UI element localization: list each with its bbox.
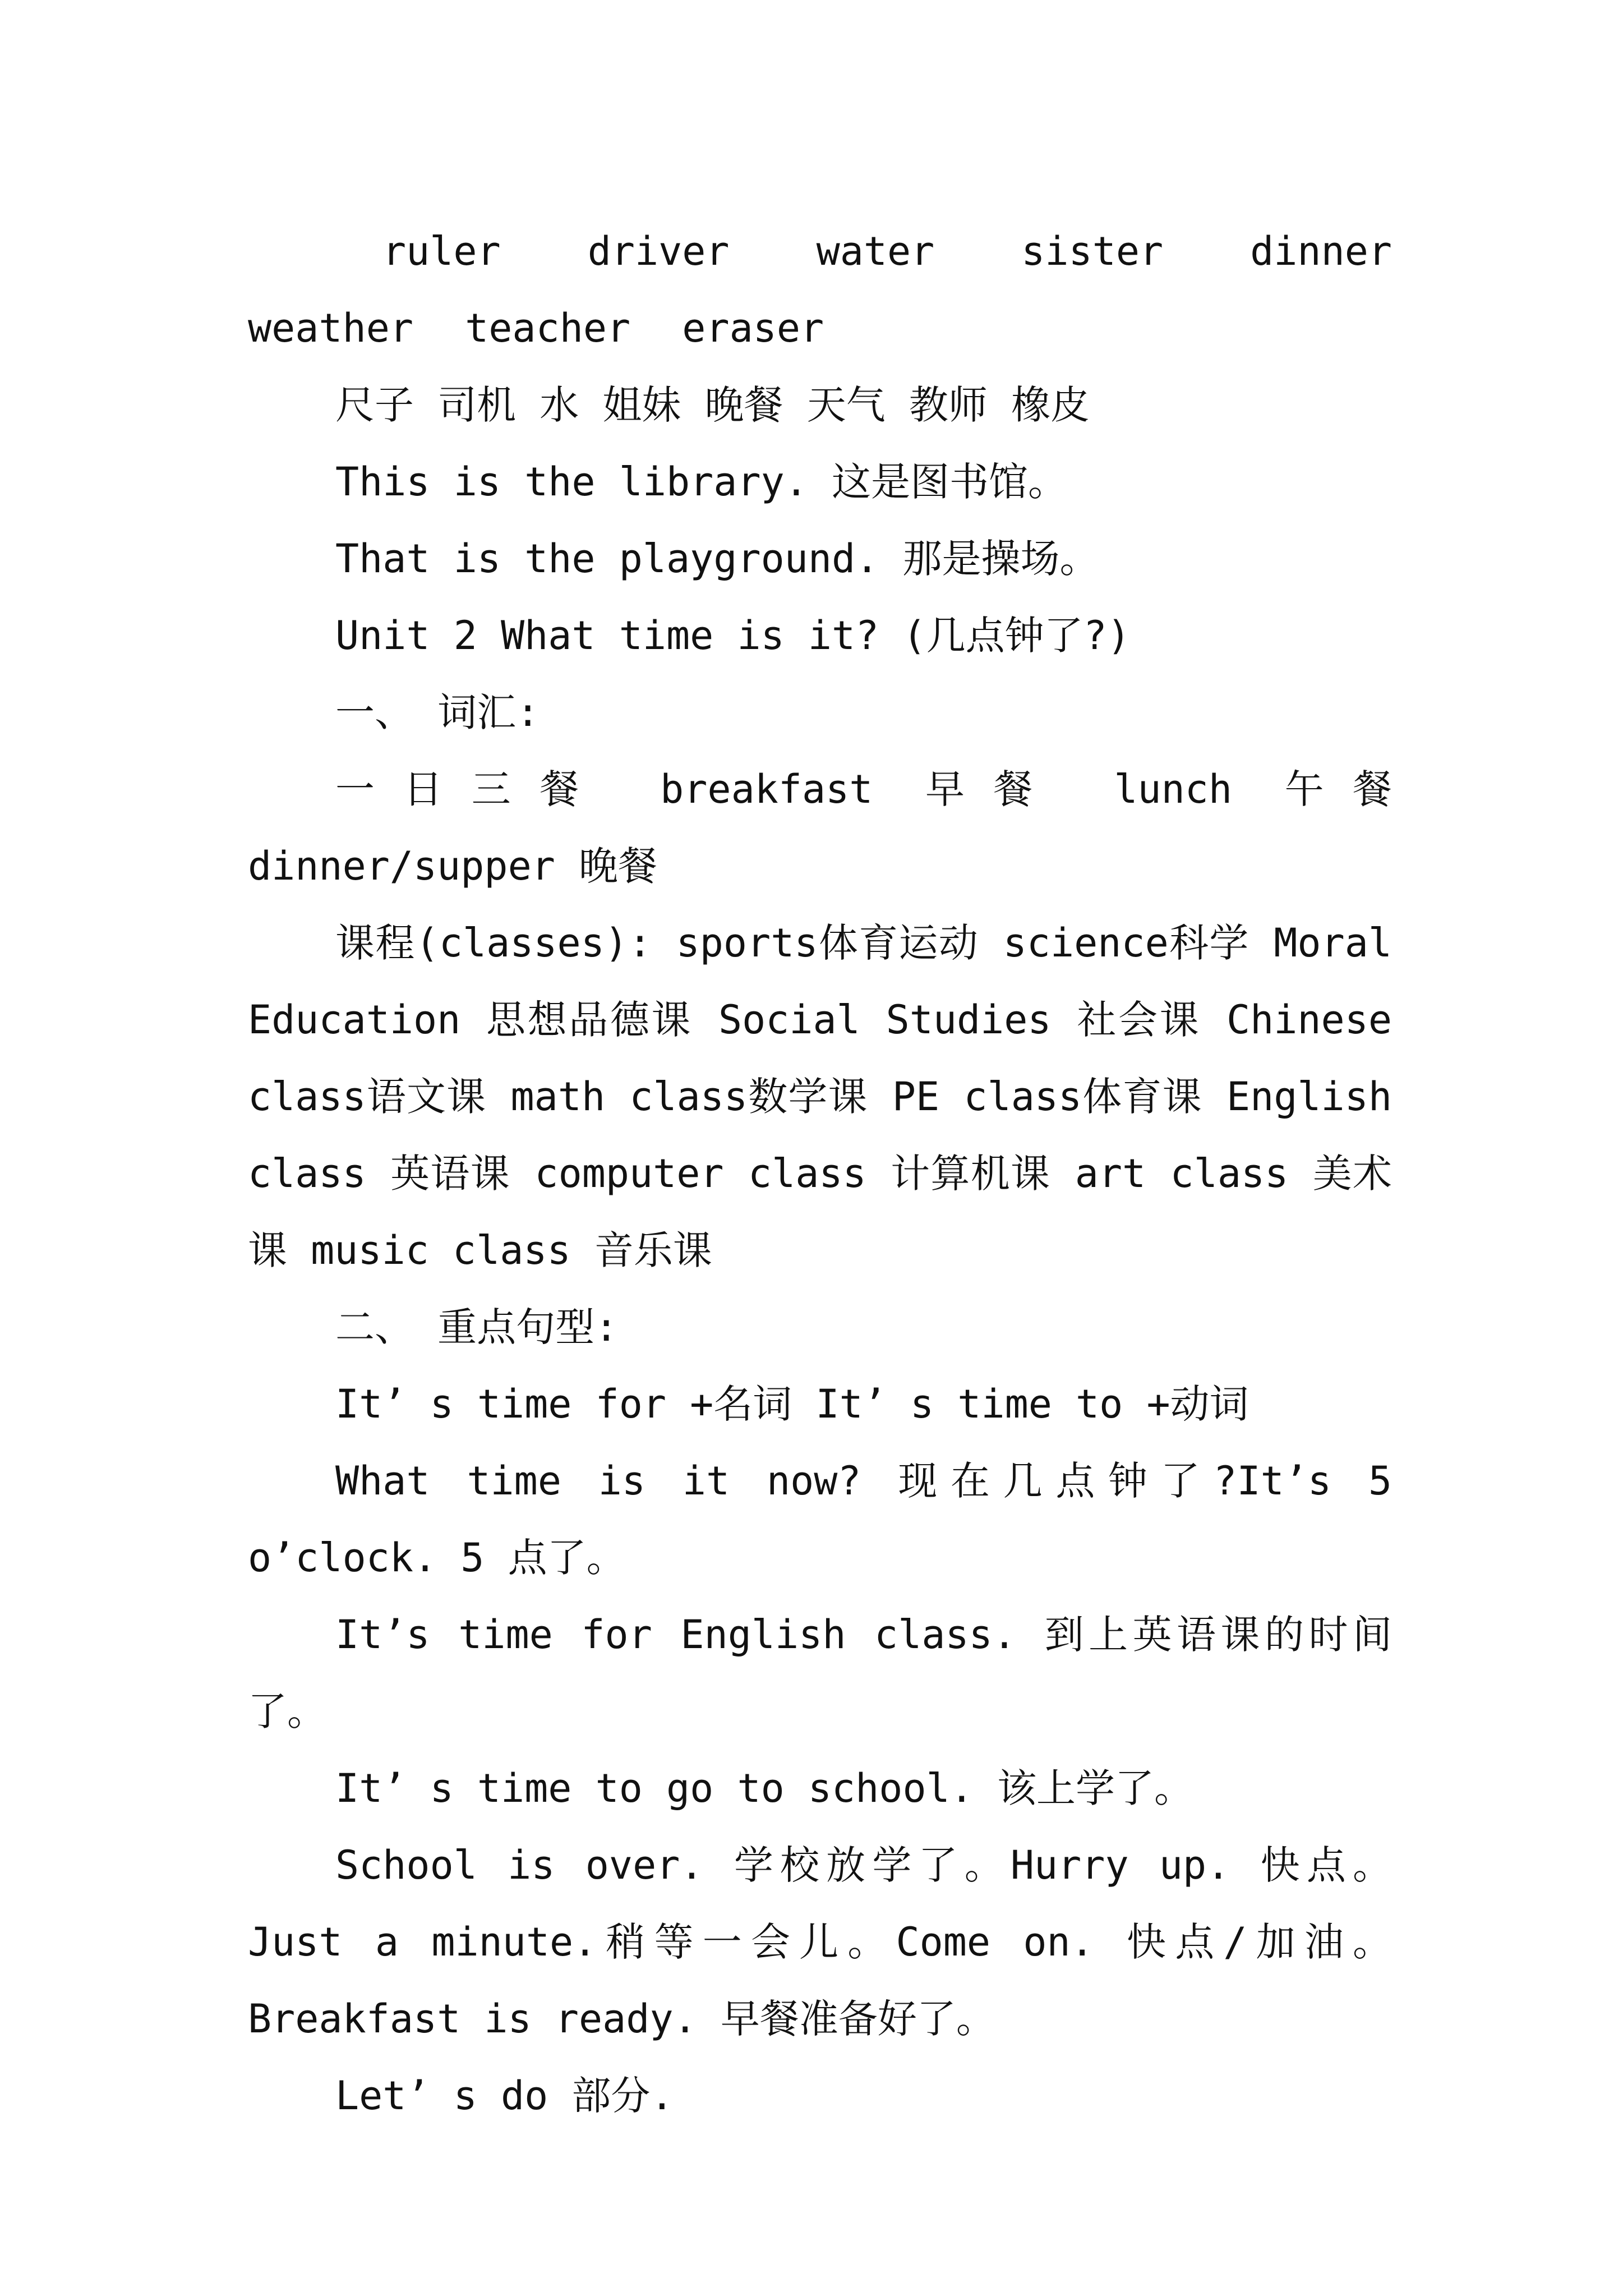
document-page <box>248 213 1392 2134</box>
section-heading-key-sentences: 二、 重点句型: <box>335 1304 619 1350</box>
sentence-english-class: It’s time for English class. 到上英语课的时间了。 <box>248 1612 1392 1734</box>
vocabulary-words-paragraph: ruler driver water sister dinner weather teacher eraser <box>248 228 1392 351</box>
lets-do-paragraph: Let’ s do 部分. <box>335 2073 674 2119</box>
sentence-playground: That is the playground. 那是操场。 <box>335 536 1099 582</box>
meals-paragraph: 一日三餐 breakfast 早餐 lunch 午餐 dinner/supper 晚餐 <box>248 766 1392 889</box>
sentence-go-to-school: It’ s time to go to school. 该上学了。 <box>335 1765 1194 1811</box>
vocabulary-translations-paragraph: 尺子 司机 水 姐妹 晚餐 天气 教师 橡皮 <box>335 382 1090 428</box>
sentence-library: This is the library. 这是图书馆。 <box>335 459 1068 505</box>
sentence-pattern: It’ s time for +名词 It’ s time to +动词 <box>335 1381 1249 1427</box>
classes-paragraph: 课程(classes): sports体育运动 science科学 Moral Education 思想品德课 Social Studies 社会课 Chinese class语文课 math class数学课 PE class体育课 English class 英语课 computer class 计算机课 art class 美术课 music class 音乐课 <box>248 920 1392 1273</box>
phrases-paragraph: School is over. 学校放学了。Hurry up. 快点。 Just a minute.稍等一会儿。Come on. 快点/加油。Breakfast is ready. 早餐准备好了。 <box>248 1842 1392 2042</box>
section-heading-vocabulary: 一、 词汇: <box>335 689 540 735</box>
sentence-what-time: What time is it now? 现在几点钟了?It’s 5 o’clock. 5 点了。 <box>248 1458 1392 1581</box>
unit-heading: Unit 2 What time is it? (几点钟了?) <box>335 613 1131 659</box>
